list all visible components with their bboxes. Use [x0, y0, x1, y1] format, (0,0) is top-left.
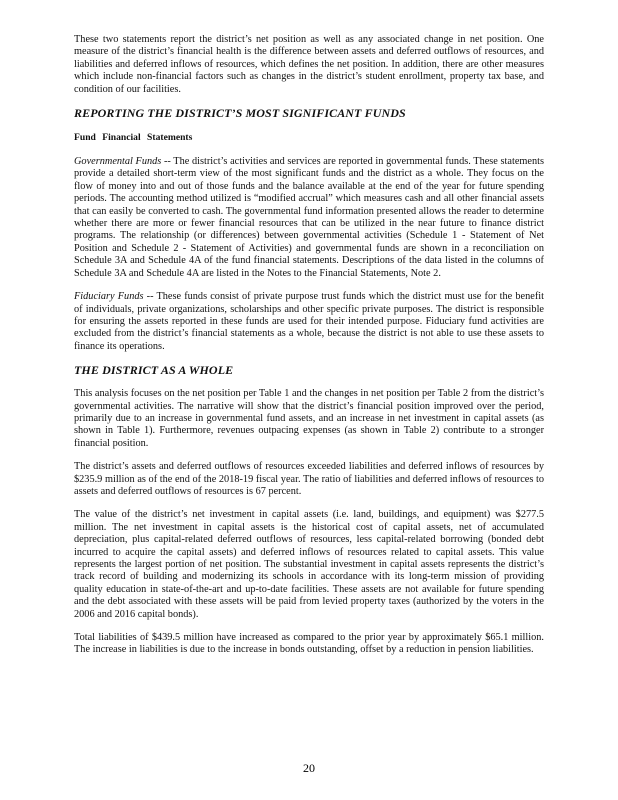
- subheading-fund-financial-statements: Fund Financial Statements: [74, 132, 193, 144]
- governmental-funds-text: -- The district’s activities and services are reported in governmental funds. These statements provide a detailed short-term view of the most significant funds and the district as a whole. They focus on the flow of money into and out of those funds and the balance available at the end of the year for future spending periods. The accounting method utilized is “modified accrual” which measures cash and all other financial assets that can easily be converted to cash. The governmental fund information presented allows the reader to determine whether there are more or fewer financial resources that can be utilized in the near future to finance district programs. The relationship (or differences) between governmental activities (Schedule 1 - Statement of Net Position and Schedule 2 - Statement of Activities) and governmental funds are shown in a reconciliation on Schedule 3A and Schedule 4A of the fund financial statements. Descriptions of the data listed in the columns of Schedule 3A and Schedule 4A are listed in the Notes to the Financial Statements, Note 2.: [74, 156, 544, 279]
- fiduciary-funds-paragraph: [74, 291, 544, 353]
- intro-paragraph: These two statements report the district’s net position as well as any associated change in net position. One measure of the district’s financial health is the difference between assets and deferred outflows of resources, and liabilities and deferred inflows of resources, which defines the net position. In addition, there are other measures which include non-financial factors such as changes in the district’s student enrollment, property tax base, and condition of our facilities.: [74, 34, 544, 95]
- section-heading-significant-funds: REPORTING THE DISTRICT’S MOST SIGNIFICANT FUNDS: [74, 106, 406, 121]
- analysis-paragraph: This analysis focuses on the net position per Table 1 and the changes in net position per Table 2 from the district’s governmental activities. The narrative will show that the district’s financial position improved over the period, primarily due to an increase in governmental fund assets, and an increase in net investment in capital assets (as shown in Table 1). Furthermore, revenues outpacing expenses (as shown in Table 2) contribute to a stronger financial position.: [74, 388, 544, 449]
- fiduciary-funds-lead: Fiduciary Funds: [74, 291, 144, 303]
- liabilities-paragraph: Total liabilities of $439.5 million have increased as compared to the prior year by approximately $65.1 million. The increase in liabilities is due to the increase in bonds outstanding, offset by a reduction in pension liabilities.: [74, 632, 544, 656]
- assets-ratio-paragraph: The district’s assets and deferred outflows of resources exceeded liabilities and deferred inflows of resources by $235.9 million as of the end of the 2018-19 fiscal year. The ratio of liabilities and deferred inflows of resources to assets and deferred outflows of resources is 67 percent.: [74, 461, 544, 497]
- section-heading-district-as-whole: THE DISTRICT AS A WHOLE: [74, 363, 234, 378]
- page-number: 20: [303, 761, 315, 775]
- document-page: [74, 34, 544, 657]
- governmental-funds-paragraph: [74, 156, 544, 280]
- capital-assets-paragraph: The value of the district’s net investment in capital assets (i.e. land, buildings, and equipment) was $277.5 million. The net investment in capital assets is the historical cost of capital assets, net of accumulated depreciation, plus capital-related deferred outflows of resources, less capital-related borrowing (bonded debt incurred to acquire the capital assets) and deferred inflows of resources related to capital assets. This value represents the largest portion of net position. The substantial investment in capital assets represents the district’s track record of building and modernizing its schools in accordance with its long-term mission of providing quality education in state-of-the-art and up-to-date facilities. These assets are not available for future spending and the debt associated with these assets will be paid from levied property taxes (authorized by the voters in the 2006 and 2016 capital bonds).: [74, 509, 544, 620]
- fiduciary-funds-text: -- These funds consist of private purpose trust funds which the district must use for the benefit of individuals, private organizations, scholarships and other specific private purposes. The district is responsible for ensuring the assets reported in these funds are used for their intended purpose. Fiduciary fund activities are excluded from the district’s financial statements as a whole, because the district is not able to use these assets to finance its operations.: [74, 291, 544, 352]
- governmental-funds-lead: Governmental Funds: [74, 156, 162, 168]
